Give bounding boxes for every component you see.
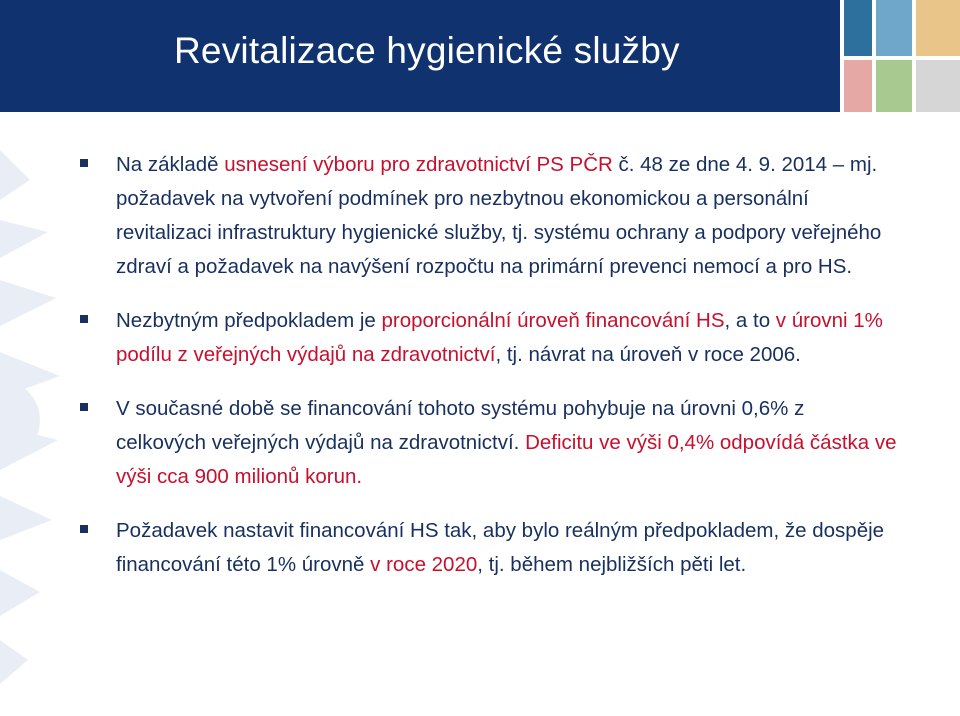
bullet-square-icon <box>80 159 88 167</box>
decor-square-gold <box>916 0 960 56</box>
decor-square-pink <box>844 60 872 112</box>
bullet-square-icon <box>80 315 88 323</box>
sun-watermark-icon <box>0 140 80 700</box>
bullet-text: , tj. návrat na úroveň v roce 2006. <box>495 343 801 366</box>
decor-square-gray <box>916 60 960 112</box>
bullet-square-icon <box>80 403 88 411</box>
slide-title: Revitalizace hygienické služby <box>174 30 680 71</box>
highlighted-text: proporcionální úroveň financování HS <box>381 309 725 332</box>
bullet-square-icon <box>80 525 88 533</box>
bullet-item <box>80 392 900 494</box>
bullet-item <box>80 304 900 372</box>
bullet-text: Nezbytným předpokladem je <box>116 309 382 332</box>
bullet-text: č. 48 ze dne 4. 9. 2014 – mj. požadavek na vytvoření podmínek pro nezbytnou ekonomickou a personální revitalizaci infrastruktury hygienické služby, tj. systému ochrany a podpory veřejného zdraví a požadavek na navýšení rozpočtu na primární prevenci nemocí a pro HS. <box>116 153 882 278</box>
bullet-text: Na základě <box>116 153 225 176</box>
decor-square-green <box>876 60 912 112</box>
decor-square-blue <box>844 0 872 56</box>
bullet-item <box>80 514 900 582</box>
bullet-item <box>80 148 900 284</box>
title-bar <box>0 0 840 112</box>
highlighted-text: Deficitu ve výši 0,4% odpovídá částka ve výši cca 900 milionů korun. <box>116 431 897 488</box>
highlighted-text: usnesení výboru pro zdravotnictví PS PČR <box>224 153 613 176</box>
bullet-text: , a to <box>724 309 776 332</box>
slide-header <box>0 0 960 112</box>
decor-square-light-blue <box>876 0 912 56</box>
highlighted-text: v úrovni 1% podílu z veřejných výdajů na zdravotnictví <box>116 309 883 366</box>
bullet-text: Požadavek nastavit financování HS tak, aby bylo reálným předpokladem, že dospěje financování této 1% úrovně <box>116 519 885 576</box>
highlighted-text: v roce 2020 <box>370 553 478 576</box>
bullet-text: , tj. během nejbližších pěti let. <box>477 553 747 576</box>
bullet-list <box>80 148 900 582</box>
bullet-text: V současné době se financování tohoto systému pohybuje na úrovni 0,6% z celkových veřejných výdajů na zdravotnictví. <box>116 397 805 454</box>
